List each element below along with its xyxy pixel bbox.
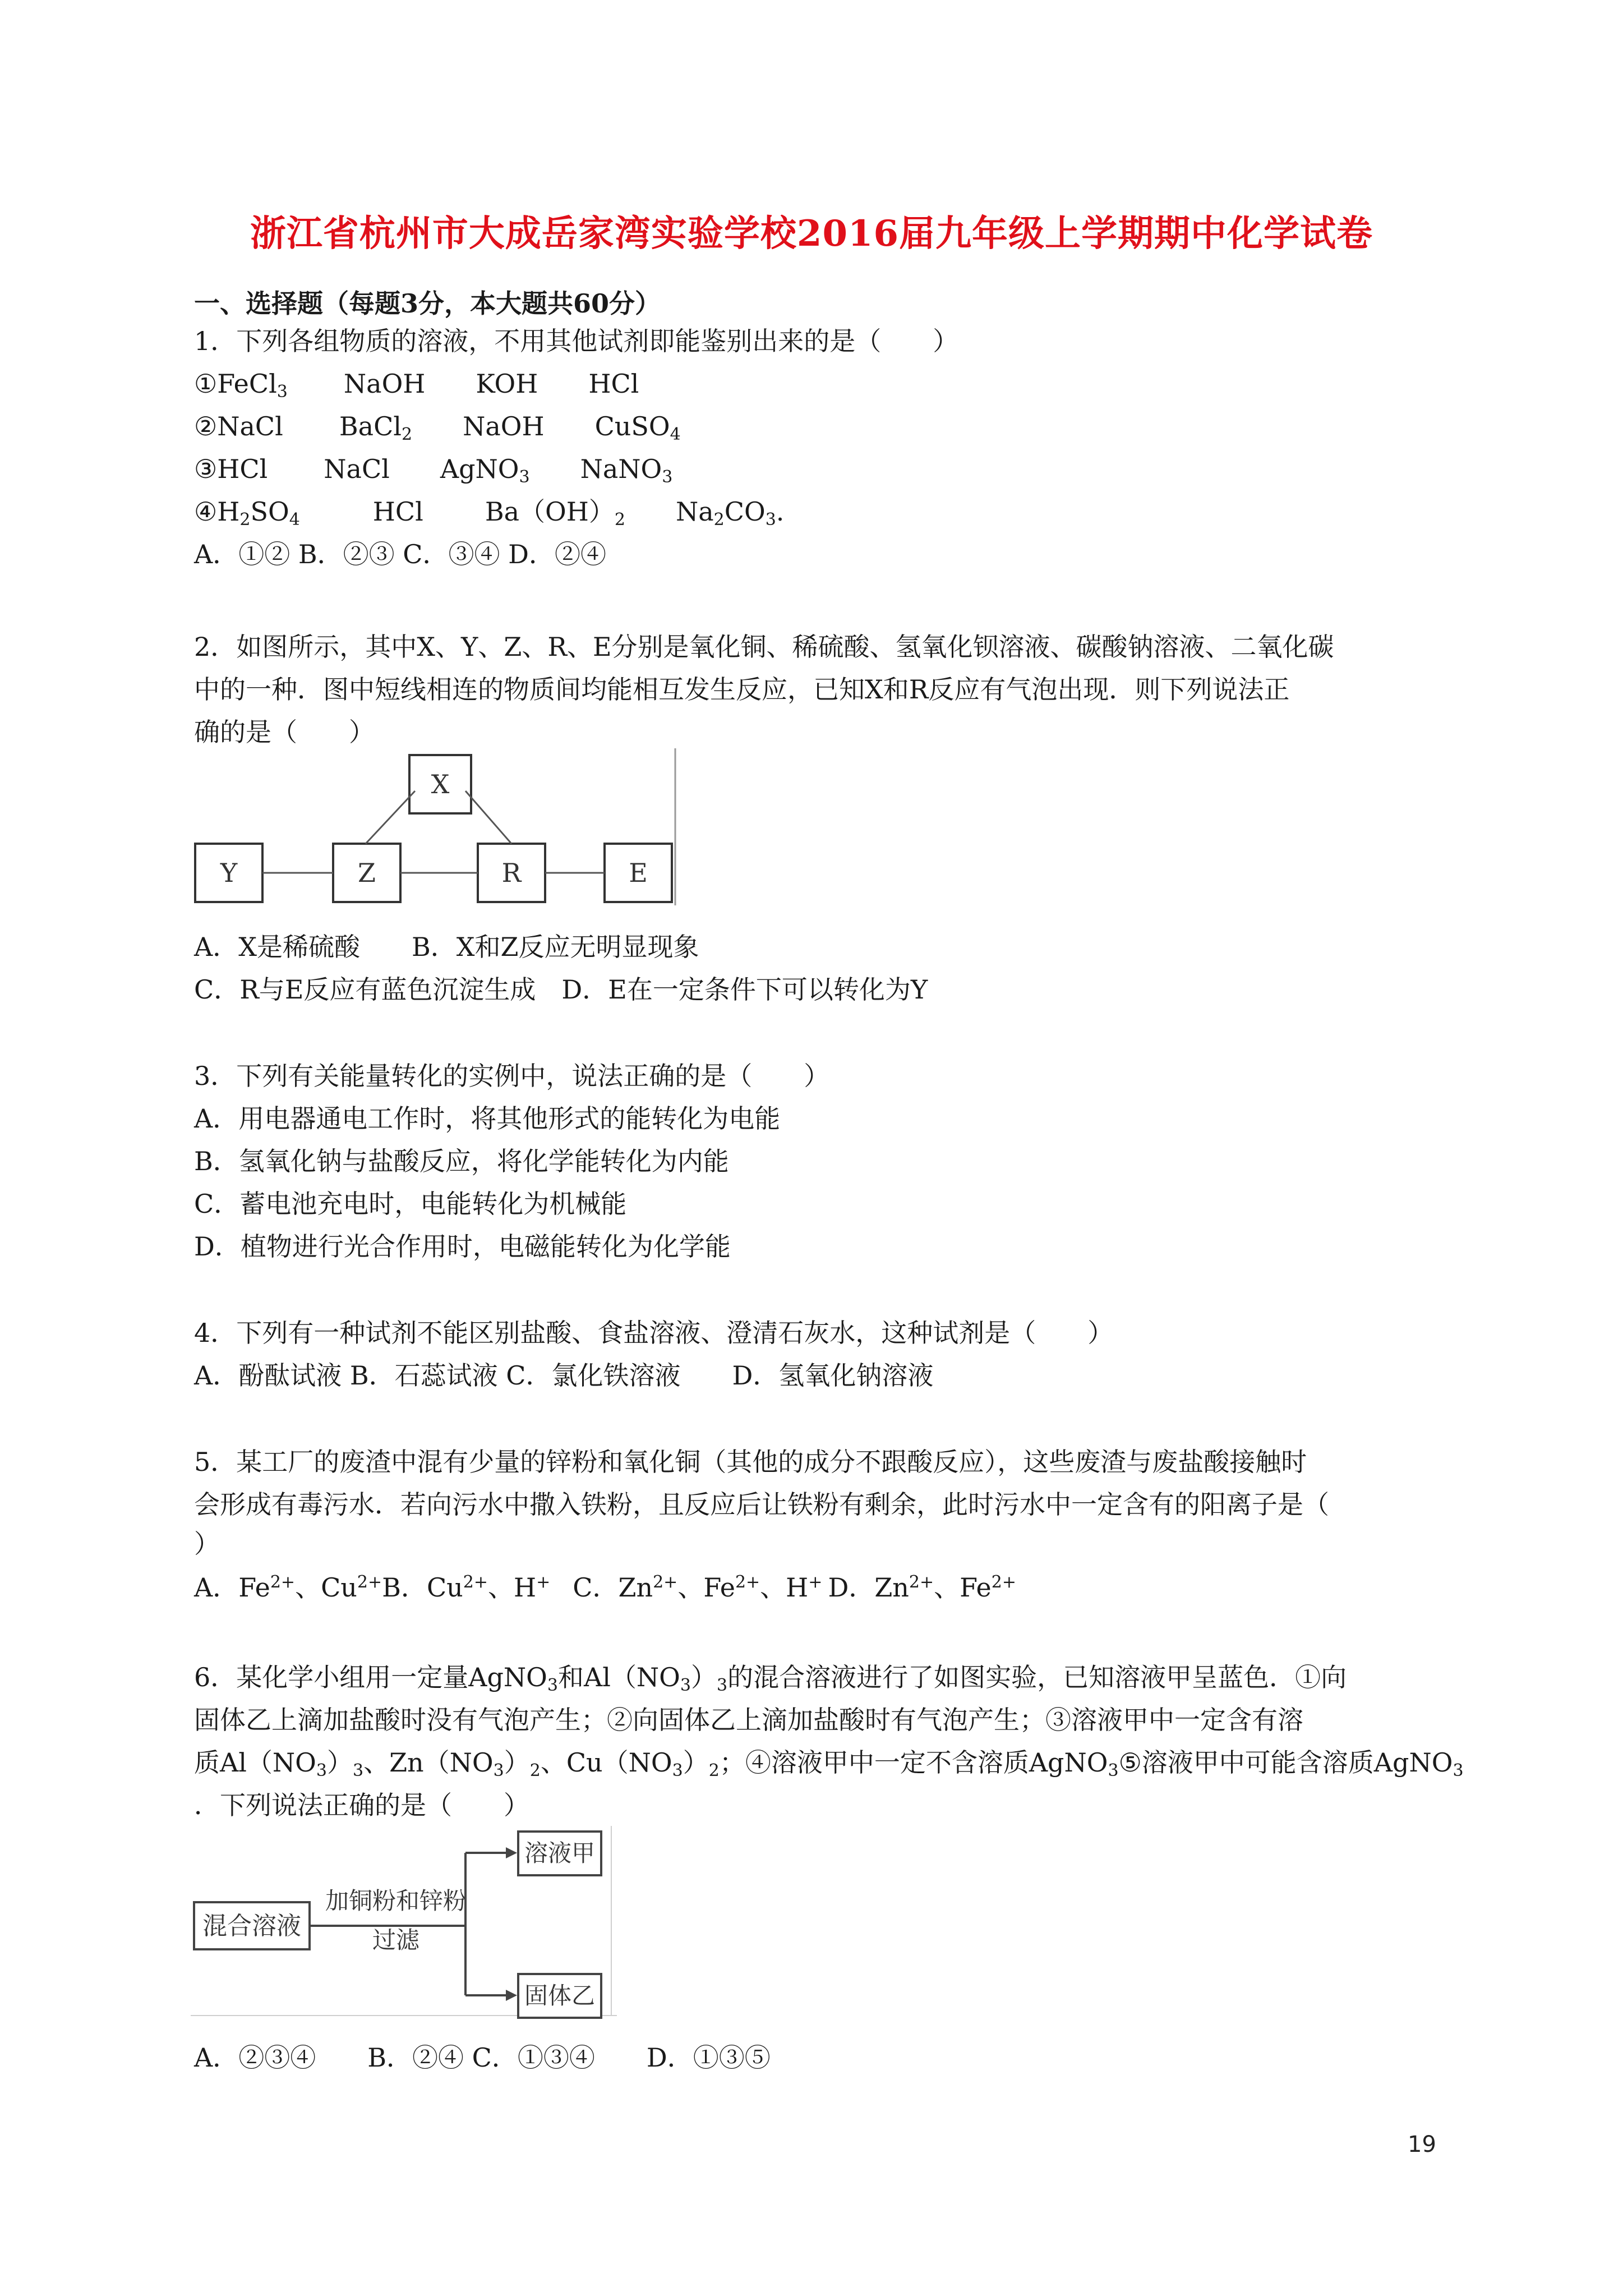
q6-stem-line3: 质$Al(NO_3)_3$、$Zn(NO_3)_2$、$Cu(NO_3)_2$；④溶液甲中一定不含溶质AgNO$_3$⑤溶液甲中可能含溶质AgNO$_3$ — [194, 1747, 1464, 1780]
q2-stem-line2: 中的一种．图中短线相连的物质间均能相互发生反应，已知X和R反应有气泡出现．则下列说法正 — [194, 674, 1290, 705]
q3-option-b: B．氢氧化钠与盐酸反应，将化学能转化为内能 — [194, 1146, 729, 1176]
q3-option-a: A．用电器通电工作时，将其他形式的能转化为电能 — [194, 1103, 781, 1134]
q6-options: A．②③④ B．②④ C．①③④ D．①③⑤ — [194, 2042, 771, 2073]
q6-stem-line2: 固体乙上滴加盐酸时没有气泡产生；②向固体乙上滴加盐酸时有气泡产生；③溶液甲中一定含有溶 — [194, 1705, 1303, 1735]
label-z: Z — [358, 858, 376, 888]
q2-stem-line1: 2．如图所示，其中X、Y、Z、R、E分别是氧化铜、稀硫酸、氢氧化钡溶液、碳酸钠溶液、二氧化碳 — [194, 632, 1334, 662]
section-heading: 一、选择题（每题3分，本大题共60分） — [194, 288, 661, 319]
page-title: 浙江省杭州市大成岳家湾实验学校2016届九年级上学期期中化学试卷 — [250, 213, 1373, 255]
q1-options: A．①② B．②③ C．③④ D．②④ — [194, 539, 606, 569]
label-y: Y — [220, 858, 238, 888]
q3-option-d: D．植物进行光合作用时，电磁能转化为化学能 — [194, 1231, 731, 1262]
label-mix: 混合溶液 — [202, 1912, 301, 1940]
q1-group-4: $④H_2SO_4$ HCl $Ba(OH)_2$ $Na_2CO_3$. — [194, 496, 785, 530]
q1-stem: 1．下列各组物质的溶液，不用其他试剂即能鉴别出来的是（ ） — [194, 326, 959, 356]
q2-reaction-diagram — [191, 746, 684, 914]
label-x: X — [431, 769, 450, 799]
q1-group-3: ③HCl NaCl AgNO$_3$ NaNO$_3$ — [194, 454, 673, 487]
page-number: 19 — [1408, 2132, 1436, 2157]
label-solution: 溶液甲 — [524, 1839, 596, 1867]
q4-options: A．酚酞试液 B．石蕊试液 C．氯化铁溶液 D．氢氧化钠溶液 — [194, 1360, 934, 1391]
label-e: E — [629, 858, 648, 888]
q2-options-ab: A．X是稀硫酸 B．X和Z反应无明显现象 — [194, 932, 699, 962]
q6-experiment-diagram — [191, 1826, 617, 2028]
q1-group-2: ②NaCl BaCl$_2$ NaOH CuSO$_4$ — [194, 411, 681, 444]
label-solid: 固体乙 — [524, 1982, 596, 2009]
q3-option-c: C．蓄电池充电时，电能转化为机械能 — [194, 1189, 627, 1219]
label-action1: 加铜粉和锌粉 — [325, 1887, 467, 1915]
q3-stem: 3．下列有关能量转化的实例中，说法正确的是（ ） — [194, 1061, 830, 1091]
label-action2: 过滤 — [372, 1926, 420, 1954]
label-r: R — [501, 858, 522, 888]
q4-stem: 4．下列有一种试剂不能区别盐酸、食盐溶液、澄清石灰水，这种试剂是（ ） — [194, 1318, 1114, 1348]
q2-stem-line3: 确的是（ ） — [194, 717, 375, 747]
q5-stem-line2: 会形成有毒污水．若向污水中撒入铁粉，且反应后让铁粉有剩余，此时污水中一定含有的阳离子是（ — [194, 1489, 1329, 1520]
q2-options-cd: C．R与E反应有蓝色沉淀生成 D．E在一定条件下可以转化为Y — [194, 974, 928, 1005]
q6-stem-line4: ．下列说法正确的是（ ） — [194, 1790, 529, 1820]
q6-stem-line1: 6．某化学小组用一定量AgNO$_3$和$Al(NO_3)_3$的混合溶液进行了如图实验，已知溶液甲呈蓝色．①向 — [194, 1662, 1347, 1695]
q5-options: A．$Fe^{2+}$、$Cu^{2+}B$．$Cu^{2+}$、H+ C．$Zn^{2+}$、$Fe^{2+}$、H+ D．$Zn^{2+}$、$Fe^{2+}$ — [194, 1572, 1016, 1603]
q1-group-1: ①FeCl$_3$ NaOH KOH HCl — [194, 369, 639, 402]
q5-stem-line3: ） — [194, 1529, 220, 1559]
q5-stem-line1: 5．某工厂的废渣中混有少量的锌粉和氧化铜（其他的成分不跟酸反应），这些废渣与废盐酸接触时 — [194, 1447, 1307, 1477]
